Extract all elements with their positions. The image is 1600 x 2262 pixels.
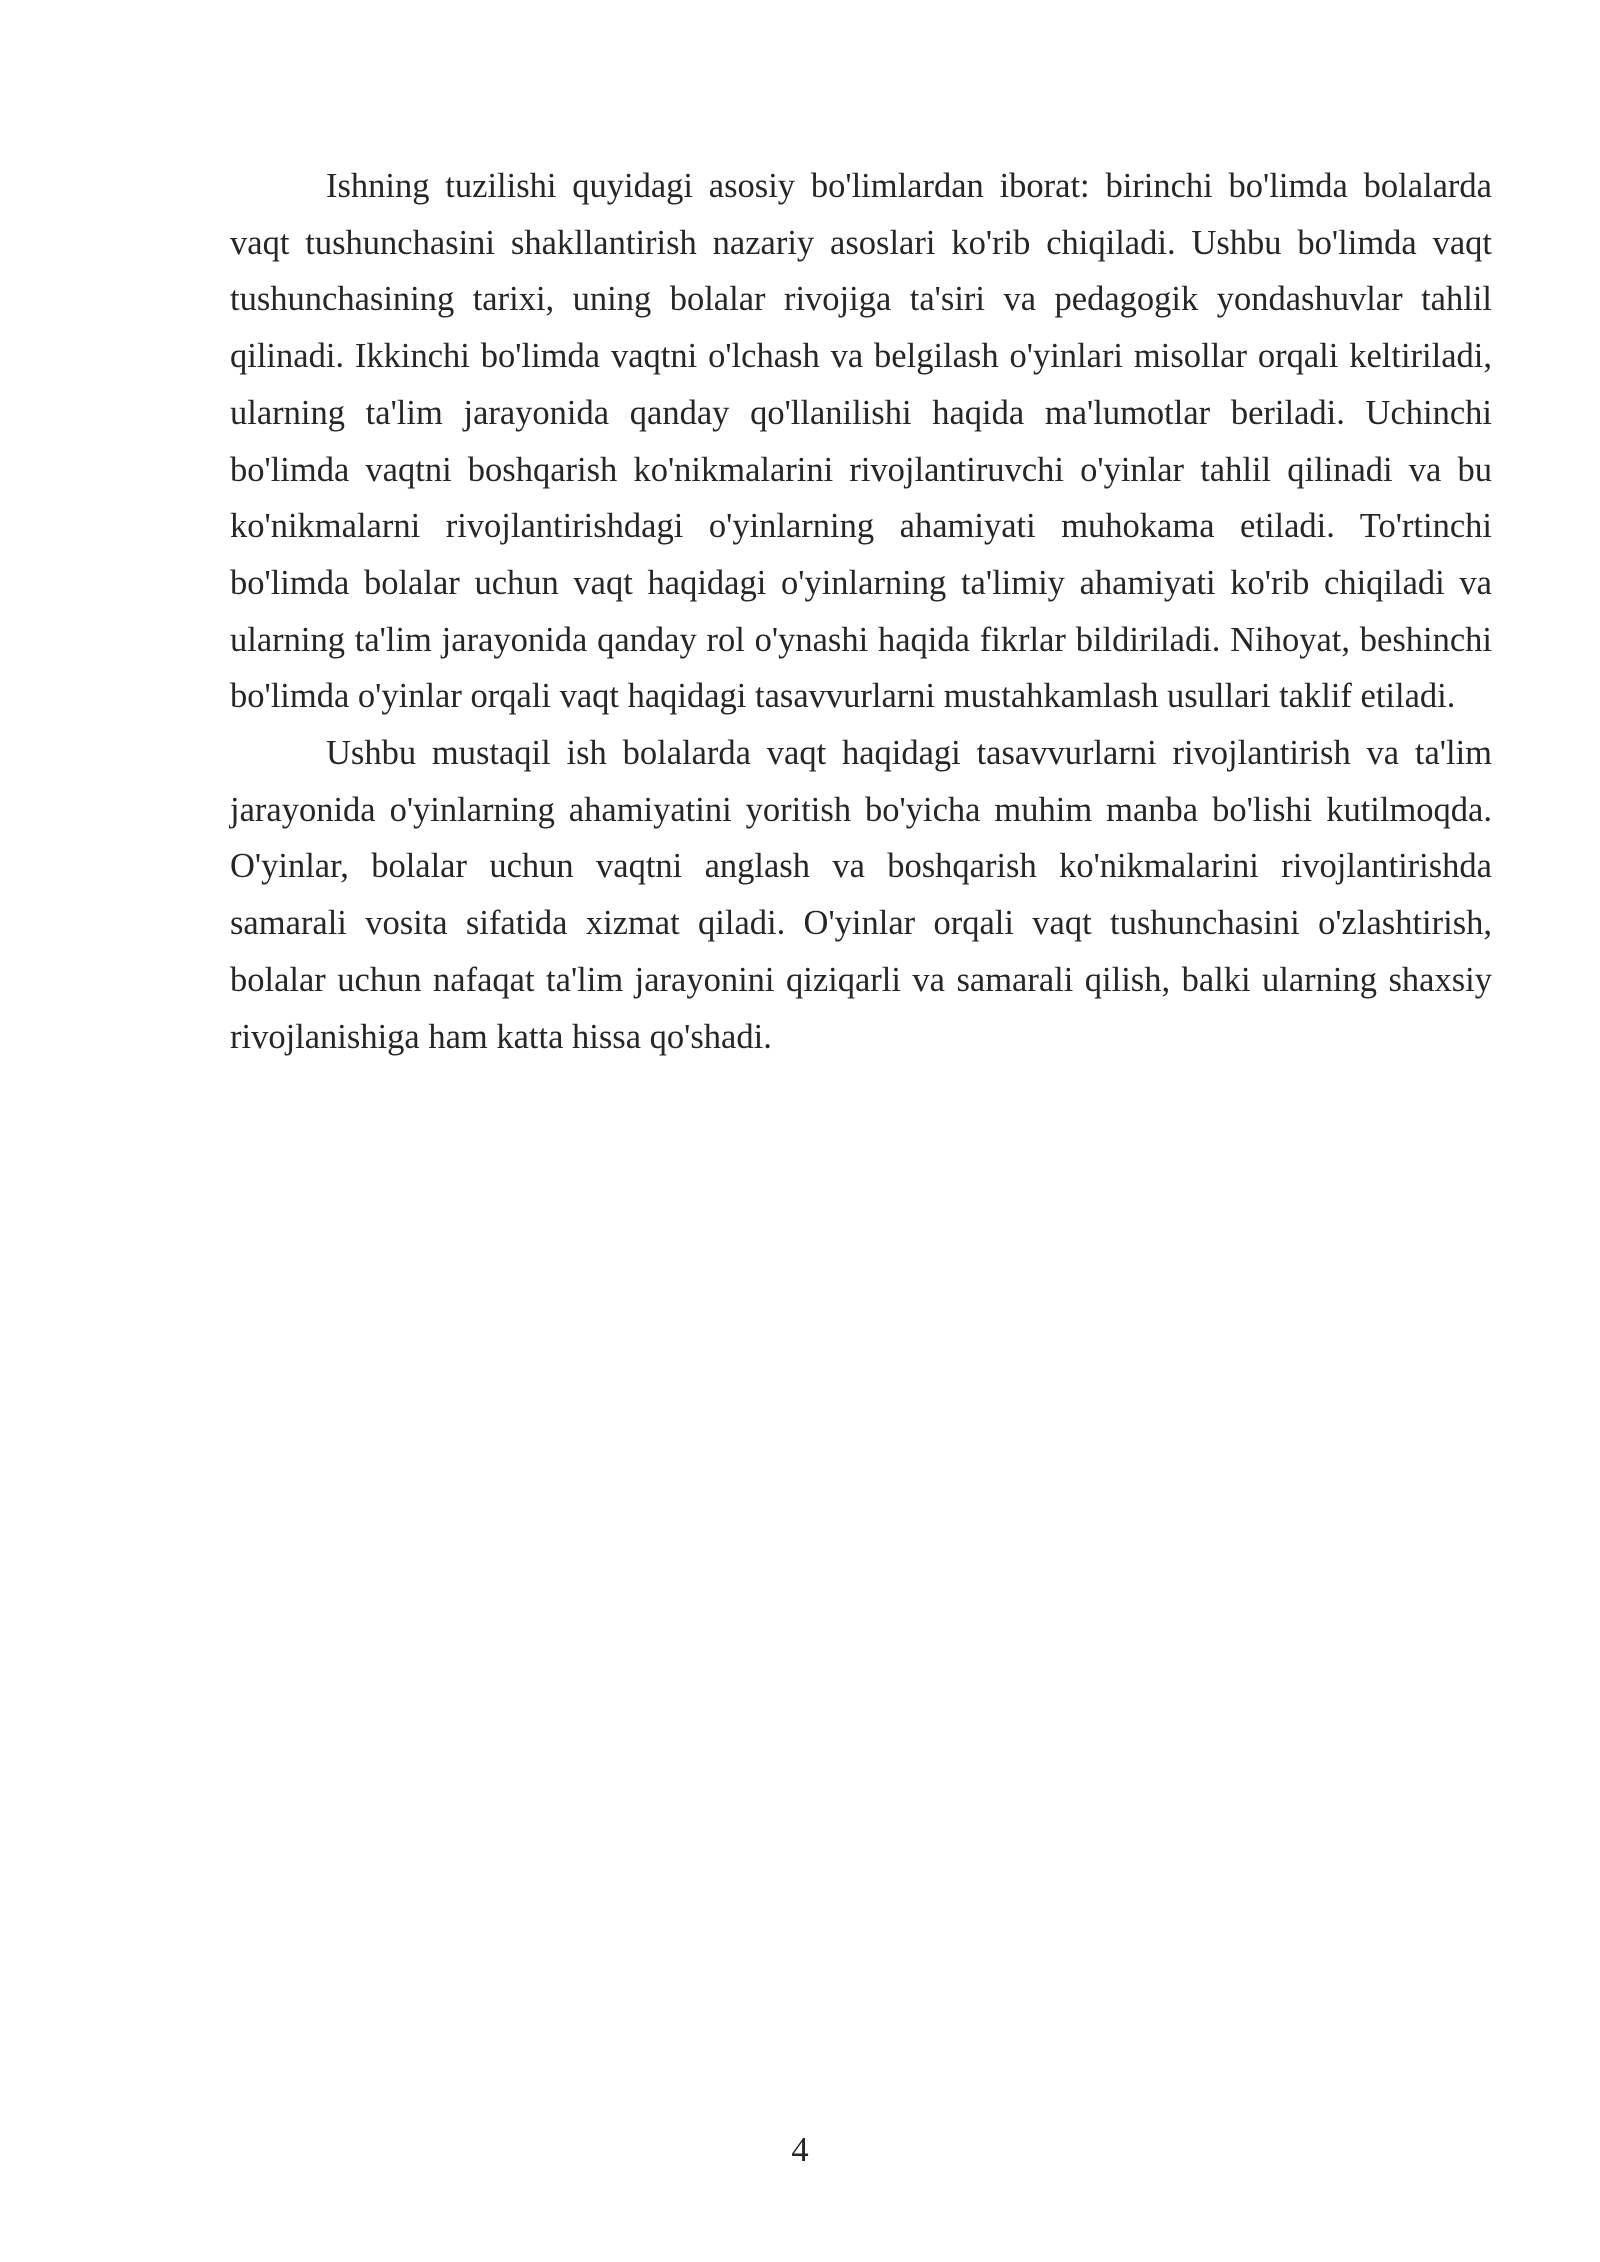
paragraph-structure-overview: Ishning tuzilishi quyidagi asosiy bo'limlardan iborat: birinchi bo'limda bolalarda vaqt tushunchasini shakllantirish nazariy asoslari ko'rib chiqiladi. Ushbu bo'limda vaqt tushunchasining tarixi, uning bolalar rivojiga ta'siri va pedagogik yondashuvlar tahlil qilinadi. Ikkinchi bo'limda vaqtni o'lchash va belgilash o'yinlari misollar orqali keltiriladi, ularning ta'lim jarayonida qanday qo'llanilishi haqida ma'lumotlar beriladi. Uchinchi bo'limda vaqtni boshqarish ko'nikmalarini rivojlantiruvchi o'yinlar tahlil qilinadi va bu ko'nikmalarni rivojlantirishdagi o'yinlarning ahamiyati muhokama etiladi. To'rtinchi bo'limda bolalar uchun vaqt haqidagi o'yinlarning ta'limiy ahamiyati ko'rib chiqiladi va ularning ta'lim jarayonida qanday rol o'ynashi haqida fikrlar bildiriladi. Nihoyat, beshinchi bo'limda o'yinlar orqali vaqt haqidagi tasavvurlarni mustahkamlash usullari taklif etiladi.	[230, 167, 1492, 716]
paragraph-conclusion: Ushbu mustaqil ish bolalarda vaqt haqidagi tasavvurlarni rivojlantirish va ta'lim jarayonida o'yinlarning ahamiyatini yoritish bo'yicha muhim manba bo'lishi kutilmoqda. O'yinlar, bolalar uchun vaqtni anglash va boshqarish ko'nikmalarini rivojlantirishda samarali vosita sifatida xizmat qiladi. O'yinlar orqali vaqt tushunchasini o'zlashtirish, bolalar uchun nafaqat ta'lim jarayonini qiziqarli va samarali qilish, balki ularning shaxsiy rivojlanishiga ham katta hissa qo'shadi.	[230, 734, 1492, 1056]
page-body	[230, 158, 1492, 1065]
page-number: 4	[791, 2131, 809, 2169]
